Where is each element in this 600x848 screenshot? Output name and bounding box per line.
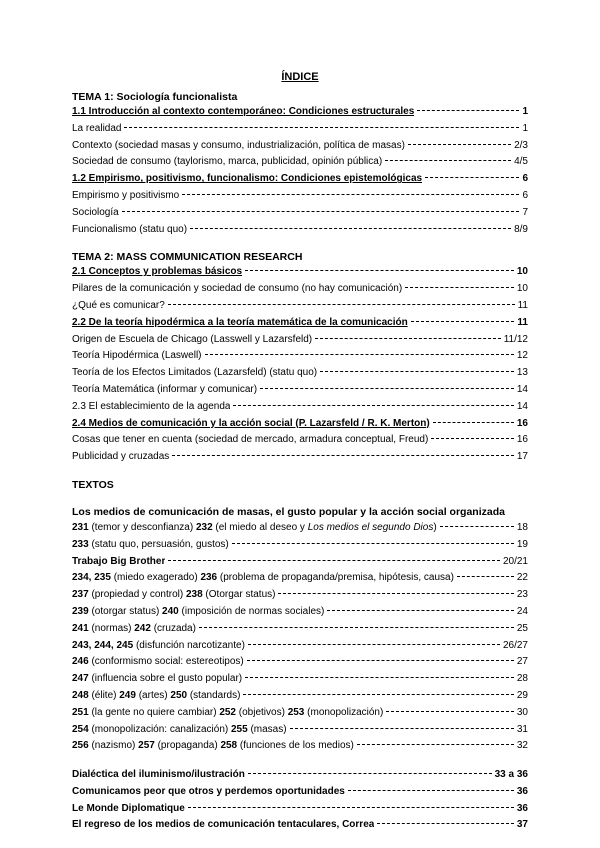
dot-leader [405, 286, 514, 288]
dot-leader [260, 387, 514, 389]
toc-entry-page: 1 [522, 106, 528, 117]
toc-entry-label: Teoría Hipodérmica (Laswell) [72, 350, 202, 362]
toc-entry-page: 22 [516, 572, 528, 584]
toc-entry [72, 520, 528, 537]
toc-entry-label: 251 (la gente no quiere cambiar) 252 (objetivos) 253 (monopolización) [72, 706, 384, 718]
toc-entry-label: Trabajo Big Brother [72, 555, 166, 567]
toc-entry-label: Pilares de la comunicación y sociedad de consumo (no hay comunicación) [72, 283, 403, 295]
toc-entry-label: Dialéctica del iluminismo/ilustración [72, 769, 245, 781]
dot-leader [168, 559, 500, 561]
toc-entry [72, 638, 528, 655]
dot-leader [232, 542, 514, 544]
toc-entry-label: 231 (temor y desconfianza) 232 (el miedo al deseo y Los medios el segundo Dios) [72, 521, 437, 533]
toc-entry-page: 13 [516, 367, 528, 379]
toc-entry [72, 154, 528, 171]
final-list [72, 767, 528, 834]
toc-entry-page: 33 a 36 [494, 769, 528, 781]
toc-entry [72, 621, 528, 638]
toc-entry-label: La realidad [72, 122, 122, 134]
toc-entry-label: Funcionalismo (statu quo) [72, 223, 188, 235]
toc-entry [72, 587, 528, 604]
dot-leader [411, 320, 515, 322]
toc-entry [72, 332, 528, 349]
dot-leader [245, 269, 514, 271]
dot-leader [245, 676, 514, 678]
toc-entry-page: 11 [517, 299, 528, 311]
toc-entry-label: 2.1 Conceptos y problemas básicos [72, 266, 243, 278]
textos-heading: TEXTOS [72, 478, 114, 491]
dot-leader [385, 159, 511, 161]
toc-entry [72, 671, 528, 688]
dot-leader [457, 575, 514, 577]
toc-entry-label: 237 (propiedad y control) 238 (Otorgar status) [72, 589, 276, 601]
toc-entry-label: 248 (élite) 249 (artes) 250 (standards) [72, 689, 241, 701]
toc-entry [72, 604, 528, 621]
toc-entry-page: 14 [516, 383, 528, 395]
tema1-heading: TEMA 1: Sociología funcionalista [72, 91, 238, 103]
toc-entry-page: 4/5 [514, 156, 528, 168]
toc-entry [72, 432, 528, 449]
toc-entry-page: 8/9 [514, 223, 528, 235]
dot-leader [172, 454, 514, 456]
toc-entry [72, 188, 528, 205]
toc-entry [72, 767, 528, 784]
toc-entry-page: 10 [516, 266, 528, 278]
toc-entry-page: 11/12 [503, 333, 528, 345]
toc-entry [72, 738, 528, 755]
toc-entry [72, 688, 528, 705]
dot-leader [248, 643, 500, 645]
toc-entry-label: 233 (statu quo, persuasión, gustos) [72, 538, 229, 550]
toc-entry-page: 30 [516, 706, 528, 718]
toc-entry [72, 399, 528, 416]
toc-entry [72, 705, 528, 722]
toc-entry-page: 17 [516, 451, 528, 463]
dot-leader [425, 176, 519, 178]
toc-entry-page: 20/21 [502, 555, 528, 567]
toc-entry [72, 801, 528, 818]
dot-leader [327, 609, 514, 611]
dot-leader [433, 421, 514, 423]
toc-entry [72, 298, 528, 315]
toc-entry-label: 254 (monopolización: canalización) 255 (masas) [72, 723, 287, 735]
dot-leader [431, 437, 514, 439]
dot-leader [386, 710, 514, 712]
toc-entry [72, 570, 528, 587]
toc-entry-page: 6 [522, 189, 528, 201]
toc-entry-label: Teoría de los Efectos Limitados (Lazarsfeld) (statu quo) [72, 367, 318, 379]
toc-entry-label: Comunicamos peor que otros y perdemos oportunidades [72, 785, 345, 797]
dot-leader [247, 659, 514, 661]
toc-entry-label: 239 (otorgar status) 240 (imposición de normas sociales) [72, 605, 325, 617]
dot-leader [182, 193, 519, 195]
toc-entry-page: 6 [522, 173, 528, 185]
toc-entry-page: 36 [516, 785, 528, 797]
toc-entry [72, 449, 528, 466]
toc-entry-page: 24 [516, 605, 528, 617]
toc-entry-page: 23 [516, 589, 528, 601]
toc-entry-label: 234, 235 (miedo exagerado) 236 (problema de propaganda/premisa, hipótesis, causa) [72, 572, 454, 584]
toc-entry-page: 37 [516, 819, 528, 831]
toc-entry-page: 16 [516, 434, 528, 446]
toc-entry-label: 2.2 De la teoría hipodérmica a la teoría matemática de la comunicación [72, 316, 408, 328]
toc-entry-label: 2.3 El establecimiento de la agenda [72, 400, 231, 412]
toc-entry [72, 416, 528, 433]
toc-entry-page: 36 [516, 802, 528, 814]
toc-entry [72, 654, 528, 671]
tema1-list [72, 104, 528, 238]
toc-entry [72, 222, 528, 239]
toc-entry-page: 28 [516, 673, 528, 685]
toc-entry [72, 365, 528, 382]
toc-entry [72, 205, 528, 222]
toc-entry [72, 315, 528, 332]
toc-entry-label: 1.1 Introducción al contexto contemporáneo: Condiciones estructurales [72, 106, 415, 117]
toc-entry [72, 554, 528, 571]
toc-entry-label: Contexto (sociedad masas y consumo, industrialización, política de masas) [72, 139, 405, 151]
toc-entry-page: 14 [516, 400, 528, 412]
toc-entry-page: 7 [522, 206, 528, 218]
dot-leader [278, 592, 513, 594]
toc-entry-page: 25 [516, 622, 528, 634]
toc-entry-page: 19 [516, 538, 528, 550]
toc-entry-label: 241 (normas) 242 (cruzada) [72, 622, 196, 634]
dot-leader [233, 404, 513, 406]
toc-entry-page: 1 [522, 122, 528, 134]
toc-entry-label: 243, 244, 245 (disfunción narcotizante) [72, 639, 245, 651]
toc-entry-label: 256 (nazismo) 257 (propaganda) 258 (funciones de los medios) [72, 740, 354, 752]
toc-entry-page: 10 [516, 283, 528, 295]
tema2-list [72, 264, 528, 466]
dot-leader [320, 370, 514, 372]
dot-leader [188, 806, 514, 808]
toc-entry-page: 2/3 [514, 139, 528, 151]
toc-entry-page: 26/27 [502, 639, 528, 651]
toc-entry [72, 264, 528, 281]
toc-entry-label: 246 (conformismo social: estereotipos) [72, 656, 244, 668]
toc-entry-label: Le Monde Diplomatique [72, 802, 185, 814]
dot-leader [348, 789, 514, 791]
dot-leader [315, 337, 501, 339]
dot-leader [440, 525, 514, 527]
index-title: ÍNDICE [281, 71, 319, 83]
toc-entry [72, 537, 528, 554]
dot-leader [205, 353, 514, 355]
dot-leader [168, 303, 515, 305]
toc-entry-label: Origen de Escuela de Chicago (Lasswell y Lazarsfeld) [72, 333, 313, 345]
toc-entry-page: 18 [516, 521, 528, 533]
toc-entry-page: 32 [516, 740, 528, 752]
toc-entry [72, 784, 528, 801]
dot-leader [290, 727, 514, 729]
dot-leader [199, 626, 514, 628]
textos-subheading: Los medios de comunicación de masas, el gusto popular y la acción social organizada [72, 505, 505, 518]
toc-entry-page: 27 [516, 656, 528, 668]
toc-entry [72, 121, 528, 138]
toc-entry-page: 12 [516, 350, 528, 362]
dot-leader [357, 743, 514, 745]
toc-entry-page: 11 [517, 316, 528, 328]
dot-leader [377, 822, 514, 824]
dot-leader [408, 143, 511, 145]
toc-entry-label: 247 (influencia sobre el gusto popular) [72, 673, 243, 685]
toc-entry-label: Teoría Matemática (informar y comunicar) [72, 383, 258, 395]
toc-entry-label: ¿Qué es comunicar? [72, 299, 165, 311]
dot-leader [243, 693, 513, 695]
toc-entry-label: Cosas que tener en cuenta (sociedad de mercado, armadura conceptual, Freud) [72, 434, 429, 446]
dot-leader [124, 126, 519, 128]
toc-entry [72, 104, 528, 121]
toc-entry-label: 2.4 Medios de comunicación y la acción social (P. Lazarsfeld / R. K. Merton) [72, 417, 430, 429]
toc-entry [72, 348, 528, 365]
toc-entry [72, 382, 528, 399]
toc-entry [72, 817, 528, 834]
toc-entry-label: Publicidad y cruzadas [72, 451, 170, 463]
index-page [72, 70, 528, 834]
toc-entry-label: El regreso de los medios de comunicación tentaculares, Correa [72, 819, 375, 831]
toc-entry-page: 31 [516, 723, 528, 735]
toc-entry-label: Empirismo y positivismo [72, 189, 180, 201]
dot-leader [190, 227, 511, 229]
dot-leader [417, 109, 519, 111]
toc-entry-label: Sociología [72, 206, 119, 218]
tema2-heading: TEMA 2: MASS COMMUNICATION RESEARCH [72, 251, 303, 264]
toc-entry [72, 281, 528, 298]
toc-entry-page: 29 [516, 689, 528, 701]
dot-leader [248, 772, 492, 774]
toc-entry [72, 722, 528, 739]
dot-leader [122, 210, 520, 212]
textos-list [72, 520, 528, 755]
toc-entry-label: Sociedad de consumo (taylorismo, marca, publicidad, opinión pública) [72, 156, 383, 168]
toc-entry [72, 138, 528, 155]
toc-entry [72, 171, 528, 188]
toc-entry-page: 16 [516, 417, 528, 429]
toc-entry-label: 1.2 Empirismo, positivismo, funcionalismo: Condiciones epistemológicas [72, 173, 423, 185]
